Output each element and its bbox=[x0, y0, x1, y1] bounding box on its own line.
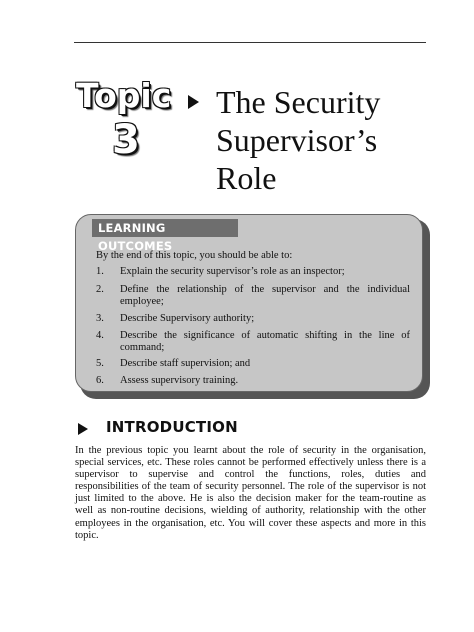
outcome-text: Assess supervisory training. bbox=[120, 375, 239, 386]
outcome-number: 2. bbox=[96, 284, 104, 295]
introduction-paragraph bbox=[75, 445, 426, 542]
topic-title-line: Role bbox=[216, 160, 277, 196]
paragraph-line: special services, etc. These roles cannot be performed effectively unless there is a bbox=[75, 457, 426, 469]
outcome-text: Describe Supervisory authority; bbox=[120, 313, 255, 324]
topic-title-line: Supervisor’s bbox=[216, 122, 378, 158]
paragraph-line: well as non-routine decisions, wielding of authority, relationship with the other bbox=[75, 505, 426, 517]
introduction-heading: INTRODUCTION bbox=[106, 418, 238, 436]
outcome-text: Describe staff supervision; and bbox=[120, 358, 251, 369]
topic-title-line: The Security bbox=[216, 84, 381, 120]
topic-label: Topic bbox=[76, 76, 172, 115]
learning-outcomes-intro: By the end of this topic, you should be able to: bbox=[96, 250, 293, 261]
paragraph-line: employees in the organisation, etc. You will cover these aspects and more in this bbox=[75, 517, 426, 529]
paragraph-line: supervisor to supervise and control the functions, roles, duties and bbox=[75, 469, 426, 481]
outcome-text: Define the relationship of the supervisor and the individual employee; bbox=[120, 284, 410, 307]
topic-number: 3 bbox=[112, 117, 140, 163]
paragraph-line: responsibilities of the team of security personnel. The role of the supervisor is not bbox=[75, 481, 426, 493]
learning-outcomes-heading: LEARNING OUTCOMES bbox=[92, 219, 238, 237]
paragraph-line: topic. bbox=[75, 529, 99, 541]
outcome-number: 5. bbox=[96, 358, 104, 369]
title-arrow-icon bbox=[188, 95, 199, 109]
outcome-number: 4. bbox=[96, 330, 104, 341]
outcome-number: 6. bbox=[96, 375, 104, 386]
outcome-text: Explain the security supervisor’s role as an inspector; bbox=[120, 266, 345, 277]
outcome-text: Describe the significance of automatic shifting in the line of command; bbox=[120, 330, 410, 353]
top-rule bbox=[74, 42, 426, 43]
outcome-number: 1. bbox=[96, 266, 104, 277]
section-arrow-icon bbox=[78, 423, 88, 435]
paragraph-line: just limited to the above. He is also the decision maker for the team-routine as bbox=[75, 493, 426, 505]
paragraph-line: In the previous topic you learnt about the role of security in the organisation, bbox=[75, 445, 426, 456]
outcome-number: 3. bbox=[96, 313, 104, 324]
